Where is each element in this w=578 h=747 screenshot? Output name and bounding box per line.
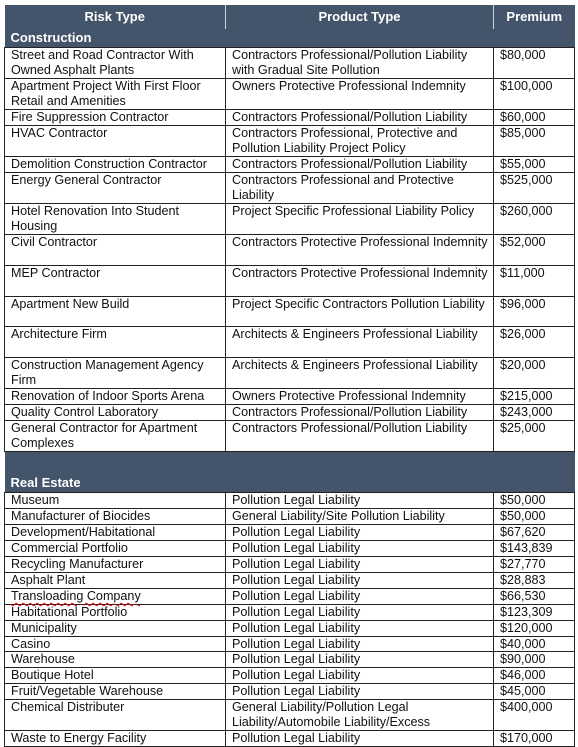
risk-type-cell: Waste to Energy Facility xyxy=(5,731,226,747)
table-row xyxy=(5,358,575,389)
premium-cell: $55,000 xyxy=(494,157,575,173)
product-type-cell: Pollution Legal Liability xyxy=(226,604,494,620)
table-row xyxy=(5,48,575,79)
premium-cell: $28,883 xyxy=(494,572,575,588)
table-row xyxy=(5,540,575,556)
header-premium: Premium xyxy=(494,5,575,29)
risk-type-cell: Street and Road Contractor With Owned Asphalt Plants xyxy=(5,48,226,79)
product-type-cell: Pollution Legal Liability xyxy=(226,668,494,684)
risk-type-cell: Warehouse xyxy=(5,652,226,668)
premium-cell: $80,000 xyxy=(494,48,575,79)
table-row xyxy=(5,572,575,588)
table-row xyxy=(5,700,575,731)
risk-type-cell: Energy General Contractor xyxy=(5,173,226,204)
product-type-cell: Contractors Professional and Protective Liability xyxy=(226,173,494,204)
premium-cell: $143,839 xyxy=(494,540,575,556)
risk-type-cell: Construction Management Agency Firm xyxy=(5,358,226,389)
table-row xyxy=(5,110,575,126)
risk-type-cell: Apartment New Build xyxy=(5,297,226,327)
product-type-cell: Pollution Legal Liability xyxy=(226,684,494,700)
table-row xyxy=(5,157,575,173)
section-title: Construction xyxy=(5,29,575,48)
premium-cell: $215,000 xyxy=(494,389,575,405)
product-type-cell: Architects & Engineers Professional Liability xyxy=(226,358,494,389)
premium-cell: $400,000 xyxy=(494,700,575,731)
header-product-type: Product Type xyxy=(226,5,494,29)
premium-cell: $96,000 xyxy=(494,297,575,327)
product-type-cell: Pollution Legal Liability xyxy=(226,556,494,572)
product-type-cell: Contractors Professional/Pollution Liability xyxy=(226,405,494,421)
premium-cell: $85,000 xyxy=(494,126,575,157)
premium-cell: $123,309 xyxy=(494,604,575,620)
risk-type-cell: Renovation of Indoor Sports Arena xyxy=(5,389,226,405)
table-row xyxy=(5,604,575,620)
premium-cell: $46,000 xyxy=(494,668,575,684)
premium-table-container xyxy=(4,5,574,747)
risk-type-cell: Demolition Construction Contractor xyxy=(5,157,226,173)
product-type-cell: Contractors Professional/Pollution Liability with Gradual Site Pollution xyxy=(226,48,494,79)
premium-cell: $90,000 xyxy=(494,652,575,668)
product-type-cell: Pollution Legal Liability xyxy=(226,731,494,747)
product-type-cell: Pollution Legal Liability xyxy=(226,588,494,604)
table-row xyxy=(5,556,575,572)
table-row xyxy=(5,79,575,110)
table-row xyxy=(5,327,575,358)
product-type-cell: Pollution Legal Liability xyxy=(226,493,494,509)
product-type-cell: Contractors Professional, Protective and Pollution Liability Project Policy xyxy=(226,126,494,157)
section-header xyxy=(5,29,575,48)
table-row xyxy=(5,389,575,405)
risk-type-cell: Quality Control Laboratory xyxy=(5,405,226,421)
premium-cell: $170,000 xyxy=(494,731,575,747)
risk-type-cell: Asphalt Plant xyxy=(5,572,226,588)
risk-type-cell: Apartment Project With First Floor Retail and Amenities xyxy=(5,79,226,110)
divider-band xyxy=(5,452,575,475)
product-type-cell: Pollution Legal Liability xyxy=(226,652,494,668)
risk-type-cell: Boutique Hotel xyxy=(5,668,226,684)
product-type-cell: Owners Protective Professional Indemnity xyxy=(226,79,494,110)
product-type-cell: Architects & Engineers Professional Liability xyxy=(226,327,494,358)
section-title: Real Estate xyxy=(5,474,575,493)
premium-table xyxy=(4,5,575,747)
section-header xyxy=(5,474,575,493)
product-type-cell: General Liability/Site Pollution Liability xyxy=(226,508,494,524)
table-row xyxy=(5,204,575,235)
product-type-cell: Project Specific Professional Liability Policy xyxy=(226,204,494,235)
table-row xyxy=(5,493,575,509)
risk-type-cell: Fruit/Vegetable Warehouse xyxy=(5,684,226,700)
premium-cell: $45,000 xyxy=(494,684,575,700)
header-row xyxy=(5,5,575,29)
premium-cell: $525,000 xyxy=(494,173,575,204)
table-row xyxy=(5,421,575,452)
premium-cell: $11,000 xyxy=(494,266,575,297)
risk-type-cell: Habitational Portfolio xyxy=(5,604,226,620)
risk-type-cell: General Contractor for Apartment Complexes xyxy=(5,421,226,452)
risk-type-cell: Architecture Firm xyxy=(5,327,226,358)
risk-type-cell: Fire Suppression Contractor xyxy=(5,110,226,126)
premium-cell: $243,000 xyxy=(494,405,575,421)
table-row xyxy=(5,297,575,327)
risk-type-cell: Development/Habitational xyxy=(5,524,226,540)
risk-type-cell xyxy=(5,588,226,604)
product-type-cell: Pollution Legal Liability xyxy=(226,572,494,588)
header-risk-type: Risk Type xyxy=(5,5,226,29)
risk-type-cell: Civil Contractor xyxy=(5,235,226,266)
spellcheck-flagged-text: Transloading Company xyxy=(11,588,141,603)
product-type-cell: Project Specific Contractors Pollution Liability xyxy=(226,297,494,327)
risk-type-cell: Municipality xyxy=(5,620,226,636)
premium-cell: $67,620 xyxy=(494,524,575,540)
product-type-cell: Pollution Legal Liability xyxy=(226,620,494,636)
table-row xyxy=(5,173,575,204)
premium-cell: $26,000 xyxy=(494,327,575,358)
premium-cell: $25,000 xyxy=(494,421,575,452)
table-row xyxy=(5,524,575,540)
product-type-cell: General Liability/Pollution Legal Liability/Automobile Liability/Excess xyxy=(226,700,494,731)
risk-type-cell: Chemical Distributer xyxy=(5,700,226,731)
risk-type-cell: HVAC Contractor xyxy=(5,126,226,157)
premium-cell: $27,770 xyxy=(494,556,575,572)
table-row xyxy=(5,684,575,700)
premium-cell: $52,000 xyxy=(494,235,575,266)
risk-type-cell: MEP Contractor xyxy=(5,266,226,297)
table-row xyxy=(5,668,575,684)
premium-cell: $66,530 xyxy=(494,588,575,604)
table-row xyxy=(5,126,575,157)
table-row xyxy=(5,235,575,266)
risk-type-cell: Hotel Renovation Into Student Housing xyxy=(5,204,226,235)
risk-type-cell: Manufacturer of Biocides xyxy=(5,508,226,524)
table-row xyxy=(5,405,575,421)
table-body xyxy=(5,29,575,747)
table-row xyxy=(5,652,575,668)
premium-cell: $120,000 xyxy=(494,620,575,636)
section-divider xyxy=(5,452,575,475)
product-type-cell: Contractors Protective Professional Indemnity xyxy=(226,266,494,297)
product-type-cell: Pollution Legal Liability xyxy=(226,540,494,556)
product-type-cell: Contractors Professional/Pollution Liability xyxy=(226,421,494,452)
premium-cell: $20,000 xyxy=(494,358,575,389)
table-row xyxy=(5,588,575,604)
product-type-cell: Owners Protective Professional Indemnity xyxy=(226,389,494,405)
table-row xyxy=(5,620,575,636)
premium-cell: $50,000 xyxy=(494,508,575,524)
table-row xyxy=(5,266,575,297)
premium-cell: $100,000 xyxy=(494,79,575,110)
product-type-cell: Pollution Legal Liability xyxy=(226,524,494,540)
premium-cell: $50,000 xyxy=(494,493,575,509)
table-row xyxy=(5,508,575,524)
product-type-cell: Pollution Legal Liability xyxy=(226,636,494,652)
table-row xyxy=(5,636,575,652)
premium-cell: $60,000 xyxy=(494,110,575,126)
premium-cell: $40,000 xyxy=(494,636,575,652)
risk-type-cell: Recycling Manufacturer xyxy=(5,556,226,572)
table-row xyxy=(5,731,575,747)
premium-cell: $260,000 xyxy=(494,204,575,235)
risk-type-cell: Commercial Portfolio xyxy=(5,540,226,556)
product-type-cell: Contractors Professional/Pollution Liability xyxy=(226,110,494,126)
product-type-cell: Contractors Professional/Pollution Liability xyxy=(226,157,494,173)
risk-type-cell: Casino xyxy=(5,636,226,652)
risk-type-cell: Museum xyxy=(5,493,226,509)
product-type-cell: Contractors Protective Professional Indemnity xyxy=(226,235,494,266)
